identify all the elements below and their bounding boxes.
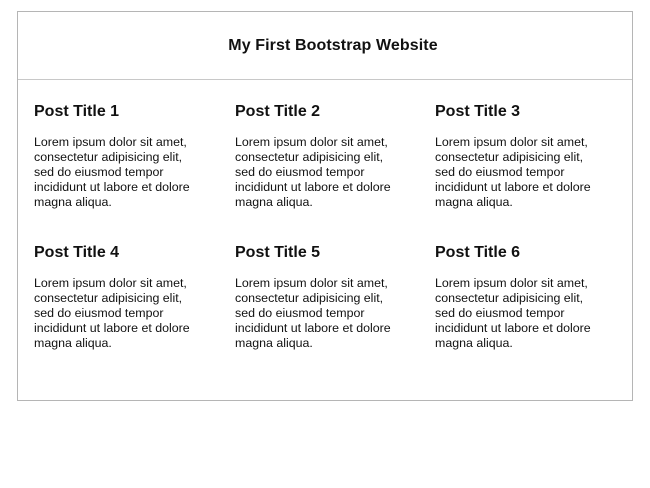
post-title: Post Title 2 — [235, 103, 321, 120]
post-body: Lorem ipsum dolor sit amet, consectetur adipisicing elit, sed do eiusmod tempor incididunt ut labore et dolore magna aliqua. — [435, 276, 591, 350]
post-body: Lorem ipsum dolor sit amet, consectetur adipisicing elit, sed do eiusmod tempor incididunt ut labore et dolore magna aliqua. — [435, 135, 591, 209]
posts-grid — [34, 102, 634, 384]
post-title: Post Title 4 — [34, 244, 120, 261]
post-card-2 — [235, 102, 435, 243]
site-header — [18, 12, 632, 80]
post-title: Post Title 1 — [34, 103, 120, 120]
page-container — [17, 11, 633, 401]
post-body: Lorem ipsum dolor sit amet, consectetur adipisicing elit, sed do eiusmod tempor incididunt ut labore et dolore magna aliqua. — [235, 135, 391, 209]
post-title: Post Title 3 — [435, 103, 521, 120]
post-card-5 — [235, 243, 435, 384]
site-title: My First Bootstrap Website — [228, 36, 438, 54]
post-title: Post Title 6 — [435, 244, 521, 261]
post-body: Lorem ipsum dolor sit amet, consectetur adipisicing elit, sed do eiusmod tempor incididunt ut labore et dolore magna aliqua. — [34, 276, 190, 350]
post-body: Lorem ipsum dolor sit amet, consectetur adipisicing elit, sed do eiusmod tempor incididunt ut labore et dolore magna aliqua. — [235, 276, 391, 350]
post-title: Post Title 5 — [235, 244, 321, 261]
post-card-1 — [34, 102, 235, 243]
post-card-6 — [435, 243, 634, 384]
post-card-4 — [34, 243, 235, 384]
post-card-3 — [435, 102, 634, 243]
post-body: Lorem ipsum dolor sit amet, consectetur adipisicing elit, sed do eiusmod tempor incididunt ut labore et dolore magna aliqua. — [34, 135, 190, 209]
